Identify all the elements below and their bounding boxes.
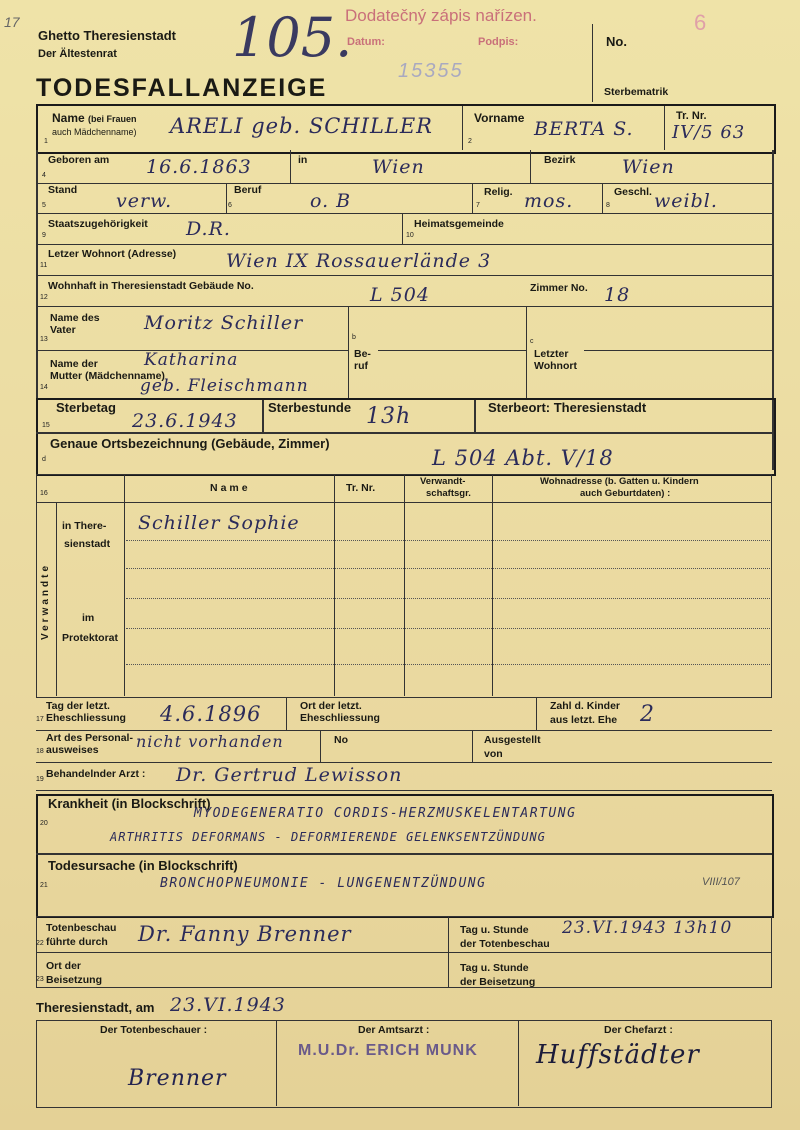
corner-number-right: 6: [694, 10, 707, 35]
totenbeschau-label-2: führte durch: [46, 936, 108, 948]
mutter-label-1: Name der: [50, 358, 98, 370]
vorname-label: Vorname: [474, 111, 525, 125]
no-label: No.: [606, 34, 627, 49]
col-verw-2: schaftsgr.: [426, 488, 471, 499]
ort-beisetz-label-2: Beisetzung: [46, 974, 103, 986]
art-label-2: ausweises: [46, 744, 99, 756]
tag-beisetz-label-2: der Beisetzung: [460, 976, 536, 988]
totenbeschauer-label: Der Totenbeschauer :: [100, 1024, 208, 1036]
marriage-tag-label-2: Eheschliessung: [46, 712, 126, 724]
name-value: ARELI geb. SCHILLER: [170, 114, 433, 138]
signature-chefarzt: Huffstädter: [536, 1040, 700, 1070]
totenbeschau-value: Dr. Fanny Brenner: [138, 922, 352, 946]
sterbeort-label: Sterbeort: Theresienstadt: [488, 400, 647, 415]
vater-value: Moritz Schiller: [144, 312, 304, 334]
tag-stunde-label-2: der Totenbeschau: [460, 938, 550, 950]
idcard-no-label: No: [334, 734, 348, 746]
handwritten-record-number: 105.: [232, 6, 353, 69]
ausgestellt-label-2: von: [484, 748, 503, 760]
sterbematrik-label: Sterbematrik: [604, 86, 669, 98]
staat-label: Staatszugehörigkeit: [48, 218, 148, 230]
wohnort-label: Letzer Wohnort (Adresse): [48, 248, 177, 260]
ursache-value: BRONCHOPNEUMONIE - LUNGENENTZÜNDUNG: [160, 876, 487, 891]
marriage-ort-label-2: Eheschliessung: [300, 712, 380, 724]
trnr-label: Tr. Nr.: [676, 110, 707, 122]
relig-label: Relig.: [484, 186, 513, 198]
name-label: Name (bei Frauen: [52, 111, 137, 125]
mutter-value-2: geb. Fleischmann: [140, 376, 309, 396]
in-there-1: in There-: [62, 520, 107, 532]
in-label: in: [298, 154, 308, 166]
vater-label-1: Name des: [50, 312, 100, 324]
document-title: TODESFALLANZEIGE: [36, 74, 328, 102]
place-date-label: Theresienstadt, am: [36, 1000, 155, 1015]
signature-totenbeschauer: Brenner: [128, 1066, 227, 1091]
margin-note: VIII/107: [702, 876, 740, 888]
zimmer-value: 18: [604, 284, 631, 306]
in-there-2: sienstadt: [64, 538, 111, 550]
tag-beisetz-label-1: Tag u. Stunde: [460, 962, 529, 974]
heimat-label: Heimatsgemeinde: [414, 218, 504, 230]
sterbetag-label: Sterbetag: [56, 400, 116, 415]
im-label: im: [82, 612, 95, 624]
gebaeude-value: L 504: [370, 284, 430, 306]
mutter-label-2: Mutter (Mädchenname): [50, 370, 165, 382]
kinder-value: 2: [640, 702, 655, 727]
corner-number: 17: [4, 14, 20, 30]
mutter-value-1: Katharina: [144, 350, 239, 370]
protektorat-label: Protektorat: [62, 632, 119, 644]
amtsarzt-stamp: M.U.Dr. ERICH MUNK: [298, 1042, 478, 1059]
stamp-podpis: Podpis:: [478, 36, 519, 48]
tag-stunde-label-1: Tag u. Stunde: [460, 924, 529, 936]
death-certificate-page: 17 Ghetto Theresienstadt Der Ältestenrat TODESFALLANZEIGE 105. Dodatečný zápis nařízen. Datum: Podpis: 15355 6 No. Sterbematrik Name (bei Frauen auch Mädchenname) 1 ARELI geb. SCHILLER Vorname 2 BERTA S. Tr. Nr. IV/5 63 Geboren am 4 16.6.1863 in Wien Bezirk Wien Stand 5 verw. Beruf 6 o. B Relig. 7 mos. Geschl. 8 weibl. Staatszugehörigkeit 9 D.R. Heimatsgemeinde 10 Letzer Wohnort (Adresse) 11 Wien IX Rossauerlände 3 Wohnhaft in Theresienstadt Gebäude No. 12 L 504 Zimmer No. 18 Name des Vater 13 Moritz Schiller Name der Mutter (Mädchenname) 14 Katharina geb. Fleischmann b Be- ruf c Letzter Wohnort Sterbetag 15 23.6.1943 Sterbestunde 13h Sterbeort: Theresienstadt Genaue Ortsbezeichnung (Gebäude, Zimmer) d L 504 Abt. V/18 16 Name Tr. Nr. Verwandt- schaftsgr. Wohnadresse (b. Gatten u. Kindern auch Geburtdaten) : Verwandte in There- sienstadt im Protektorat Schiller Sophie Tag der letzt. Eheschliessung 17 4.6.1896 Ort der letzt. Eheschliessung Zahl d. Kinder aus letzt. Ehe 2 Art des Personal- ausweises 18 nicht vorhanden No Ausgestellt von Behandelnder Arzt : 19 Dr. Gertrud Lewisson Krankheit (in Blockschrift) 20 MYODEGENERATIO CORDIS-HERZMUSKELENTARTUNG ARTHRITIS DEFORMANS - DEFORMIERENDE GELENKSENTZÜNDUNG Todesursache (in Blockschrift) 21 BRONCHOPNEUMONIE - LUNGENENTZÜNDUNG VIII/107 Totenbeschau führte durch 22 Dr. Fanny Brenner Tag u. Stunde der Totenbeschau 23.VI.1943 13h10 Ort der Beisetzung 23 Tag u. Stunde der Beisetzung Theresienstadt, am 23.VI.1943 Der Totenbeschauer : Der Amtsarzt : Der Chefarzt : M.U.Dr. ERICH MUNK Brenner Huffstädter: [0, 0, 800, 1130]
beruf-value: o. B: [310, 190, 352, 212]
vater-label-2: Vater: [50, 324, 76, 336]
gebaeude-label: Wohnhaft in Theresienstadt Gebäude No.: [48, 280, 254, 292]
col-verw-1: Verwandt-: [420, 476, 466, 487]
amtsarzt-label: Der Amtsarzt :: [358, 1024, 430, 1036]
zimmer-label: Zimmer No.: [530, 282, 588, 294]
parents-beruf-label-2: ruf: [354, 360, 368, 372]
letzter-wohnort-label-2: Wohnort: [534, 360, 577, 372]
marriage-tag-value: 4.6.1896: [160, 702, 262, 726]
kinder-label-1: Zahl d. Kinder: [550, 700, 621, 712]
krankheit-line1: MYODEGENERATIO CORDIS-HERZMUSKELENTARTUNG: [194, 806, 577, 821]
art-label-1: Art des Personal-: [46, 732, 133, 744]
trnr-value: IV/5 63: [672, 122, 746, 143]
stamp-datum: Datum:: [347, 36, 385, 48]
marriage-tag-label-1: Tag der letzt.: [46, 700, 110, 712]
chefarzt-label: Der Chefarzt :: [604, 1024, 673, 1036]
geschl-value: weibl.: [654, 190, 718, 212]
pencil-note: 15355: [398, 60, 464, 82]
kinder-label-2: aus letzt. Ehe: [550, 714, 618, 726]
arzt-value: Dr. Gertrud Lewisson: [176, 764, 403, 786]
staat-value: D.R.: [186, 218, 231, 240]
letzter-wohnort-label-1: Letzter: [534, 348, 569, 360]
in-value: Wien: [372, 156, 425, 178]
ortsbez-value: L 504 Abt. V/18: [432, 446, 614, 470]
krankheit-line2: ARTHRITIS DEFORMANS - DEFORMIERENDE GELENKSENTZÜNDUNG: [110, 830, 546, 844]
stamp-additional-entry: Dodatečný zápis nařízen.: [345, 6, 537, 25]
beruf-label: Beruf: [234, 184, 262, 196]
sterbetag-value: 23.6.1943: [132, 410, 238, 432]
ort-beisetz-label-1: Ort der: [46, 960, 82, 972]
col-wohn-2: auch Geburtdaten) :: [580, 488, 671, 499]
sterbestunde-value: 13h: [366, 404, 412, 429]
tag-stunde-value: 23.VI.1943 13h10: [562, 918, 733, 938]
col-name: Name: [210, 482, 251, 494]
sterbestunde-label: Sterbestunde: [268, 400, 352, 415]
marriage-ort-label-1: Ort der letzt.: [300, 700, 362, 712]
arzt-label: Behandelnder Arzt :: [46, 768, 146, 780]
name-label-line2: auch Mädchenname): [52, 127, 137, 137]
stand-value: verw.: [116, 190, 173, 212]
col-wohn-1: Wohnadresse (b. Gatten u. Kindern: [540, 476, 699, 487]
org-line2: Der Ältestenrat: [38, 48, 117, 60]
stand-label: Stand: [48, 184, 78, 196]
krankheit-label: Krankheit (in Blockschrift): [48, 796, 211, 811]
relative-name-1: Schiller Sophie: [138, 512, 300, 534]
bezirk-value: Wien: [622, 156, 675, 178]
place-date-value: 23.VI.1943: [170, 994, 286, 1016]
vorname-value: BERTA S.: [534, 118, 634, 140]
geschl-label: Geschl.: [614, 186, 652, 198]
ortsbez-label: Genaue Ortsbezeichnung (Gebäude, Zimmer): [50, 436, 330, 451]
geboren-value: 16.6.1863: [146, 156, 252, 178]
relig-value: mos.: [524, 190, 574, 212]
parents-beruf-label-1: Be-: [354, 348, 371, 360]
col-trnr: Tr. Nr.: [346, 482, 376, 494]
org-line1: Ghetto Theresienstadt: [38, 28, 176, 43]
geboren-label: Geboren am: [48, 154, 110, 166]
art-value: nicht vorhanden: [136, 732, 284, 751]
totenbeschau-label-1: Totenbeschau: [46, 922, 117, 934]
ausgestellt-label-1: Ausgestellt: [484, 734, 541, 746]
relatives-side-label: Verwandte: [40, 562, 51, 640]
ursache-label: Todesursache (in Blockschrift): [48, 858, 238, 873]
bezirk-label: Bezirk: [544, 154, 576, 166]
wohnort-value: Wien IX Rossauerlände 3: [226, 250, 492, 272]
